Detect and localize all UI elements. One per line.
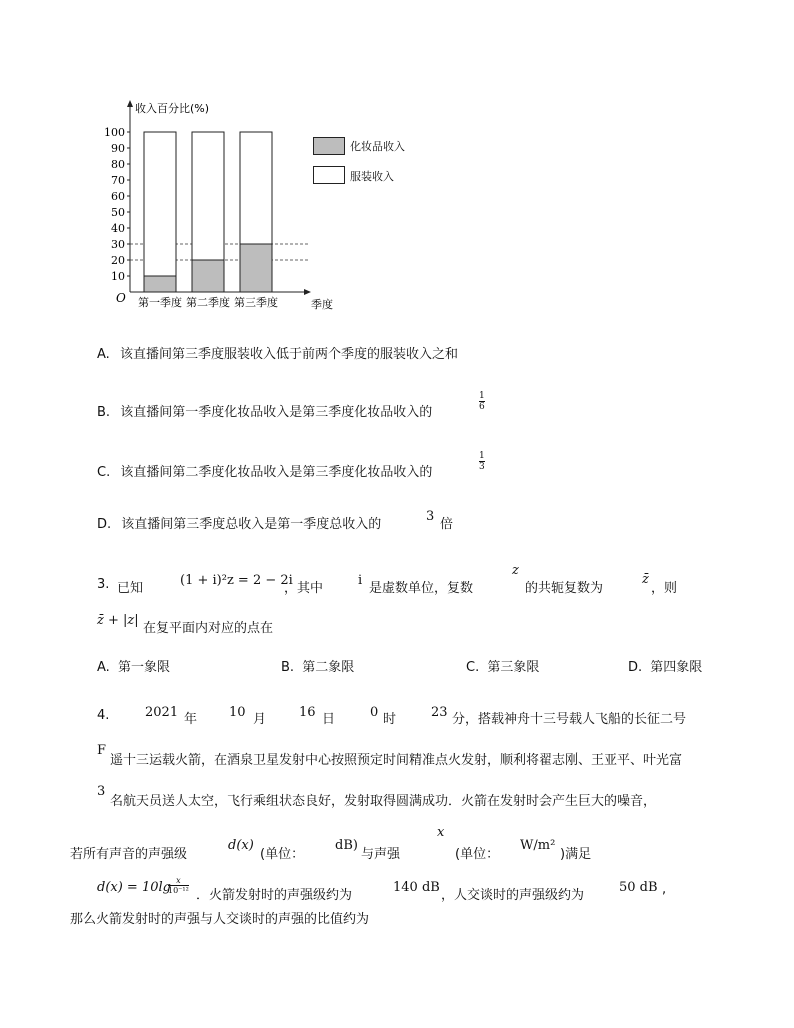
q4-dx: d(x) <box>228 838 254 853</box>
q3-imag-unit: i <box>358 573 363 588</box>
q4-minute: 23 <box>431 705 448 720</box>
q4-formula-lhs: d(x) = 10lg <box>97 880 171 895</box>
y-axis-arrow <box>127 100 133 107</box>
q4-line4-a: 若所有声音的声强级 <box>70 847 188 862</box>
option-b-letter: B. <box>97 405 111 420</box>
option-a-text: 该直播间第三季度服装收入低于前两个季度的服装收入之和 <box>119 347 458 362</box>
q3-text-1: 已知 <box>117 581 144 596</box>
q4-year-unit: 年 <box>184 712 198 727</box>
y-tick-label: 10 <box>111 270 125 283</box>
q4-month-unit: 月 <box>253 712 267 727</box>
bar-clothing <box>144 132 176 276</box>
q4-line4-d: (单位： <box>455 847 500 862</box>
q4-year: 2021 <box>145 705 179 720</box>
y-tick-label: 90 <box>111 142 125 155</box>
y-tick-label: 70 <box>111 174 125 187</box>
q3-text-5: ，则 <box>651 581 678 596</box>
q3-z-conjugate: z̄ <box>642 572 649 587</box>
q3-option-d: D. 第四象限 <box>628 660 703 675</box>
q4-hour-unit: 时 <box>383 712 397 727</box>
y-tick-label: 30 <box>111 238 125 251</box>
q4-number: 4. <box>97 708 110 723</box>
q3-text-4: 的共轭复数为 <box>525 581 604 596</box>
y-tick-label: 50 <box>111 206 125 219</box>
option-d-letter: D. <box>97 517 112 532</box>
q4-line3: 名航天员送人太空，飞行乘组状态良好，发射取得圆满成功．火箭在发射时会产生巨大的噪音， <box>110 794 657 809</box>
bar-cosmetics <box>240 244 272 292</box>
quarterly-income-chart <box>100 95 420 315</box>
q4-line4-e: )满足 <box>560 847 592 862</box>
bar-cosmetics <box>192 260 224 292</box>
q4-hour: 0 <box>370 705 379 720</box>
option-b <box>97 401 432 420</box>
q3-text-3: 是虚数单位，复数 <box>369 581 474 596</box>
origin-label: O <box>116 291 126 305</box>
q4-line4-b: (单位： <box>260 847 305 862</box>
q3-text-6: 在复平面内对应的点在 <box>143 621 274 636</box>
q3-option-a: A. 第一象限 <box>97 660 170 675</box>
option-c-fraction: 1 3 <box>479 451 485 472</box>
q4-line6: 那么火箭发射时的声强与人交谈时的声强的比值约为 <box>70 912 370 927</box>
x-axis-title: 季度 <box>311 298 333 311</box>
option-d-tail: 倍 <box>440 517 454 532</box>
q4-formula-fraction: x 10⁻¹² <box>168 876 189 895</box>
option-b-fraction: 1 6 <box>479 391 485 412</box>
y-tick-label: 100 <box>104 126 125 139</box>
y-tick-label: 60 <box>111 190 125 203</box>
q4-line5-c: ，人交谈时的声强级约为 <box>441 888 585 903</box>
option-c-text: 该直播间第二季度化妆品收入是第三季度化妆品收入的 <box>120 465 433 480</box>
q4-value-140: 140 dB <box>393 880 440 895</box>
x-axis-arrow <box>304 289 311 295</box>
q3-equation: (1 + i)²z = 2 − 2i <box>180 573 293 588</box>
y-axis-title: 收入百分比(%) <box>135 102 210 115</box>
q3-option-c: C. 第三象限 <box>466 660 540 675</box>
legend-cosmetics-label: 化妆品收入 <box>350 140 405 153</box>
q4-line4-c: 与声强 <box>361 847 401 862</box>
y-tick-label: 80 <box>111 158 125 171</box>
bar-cosmetics <box>144 276 176 292</box>
q4-line5-d: , <box>662 882 667 897</box>
q4-value-50: 50 dB <box>619 880 658 895</box>
legend-clothing-swatch <box>313 166 345 184</box>
q3-z: z <box>512 563 519 578</box>
q4-day-unit: 日 <box>322 712 336 727</box>
q4-line5-b: ．火箭发射时的声强级约为 <box>196 888 353 903</box>
q4-x: x <box>437 825 445 840</box>
bar-clothing <box>192 132 224 260</box>
q3-text-2: ，其中 <box>284 581 324 596</box>
option-c-letter: C. <box>97 465 111 480</box>
legend-clothing-label: 服装收入 <box>350 170 394 183</box>
y-tick-label: 20 <box>111 254 125 267</box>
legend-cosmetics-swatch <box>313 137 345 155</box>
option-d-text: 该直播间第三季度总收入是第一季度总收入的 <box>121 517 382 532</box>
option-d <box>97 513 381 532</box>
x-category-label: 第二季度 <box>186 296 230 309</box>
option-d-number: 3 <box>426 509 435 524</box>
option-a-letter: A. <box>97 347 110 362</box>
q4-line2: 遥十三运载火箭，在酒泉卫星发射中心按照预定时间精准点火发射，顺利将翟志刚、王亚平、叶光富 <box>110 753 683 768</box>
option-a <box>97 343 458 362</box>
q4-wm-unit: W/m² <box>520 838 556 853</box>
q4-db-unit: dB) <box>335 838 358 853</box>
q3-option-b: B. 第二象限 <box>281 660 355 675</box>
q4-line3-lead: 3 <box>97 784 106 799</box>
q4-day: 16 <box>299 705 316 720</box>
q3-expression: z̄ + |z| <box>97 613 139 628</box>
q4-line1-tail: 分，搭载神舟十三号载人飞船的长征二号 <box>452 712 687 727</box>
x-category-label: 第一季度 <box>138 296 182 309</box>
option-b-text: 该直播间第一季度化妆品收入是第三季度化妆品收入的 <box>120 405 433 420</box>
q3-number: 3. <box>97 577 110 592</box>
q4-line2-lead: F <box>97 743 107 758</box>
option-c <box>97 461 432 480</box>
x-category-label: 第三季度 <box>234 296 278 309</box>
y-tick-label: 40 <box>111 222 125 235</box>
bar-clothing <box>240 132 272 244</box>
q4-month: 10 <box>229 705 246 720</box>
